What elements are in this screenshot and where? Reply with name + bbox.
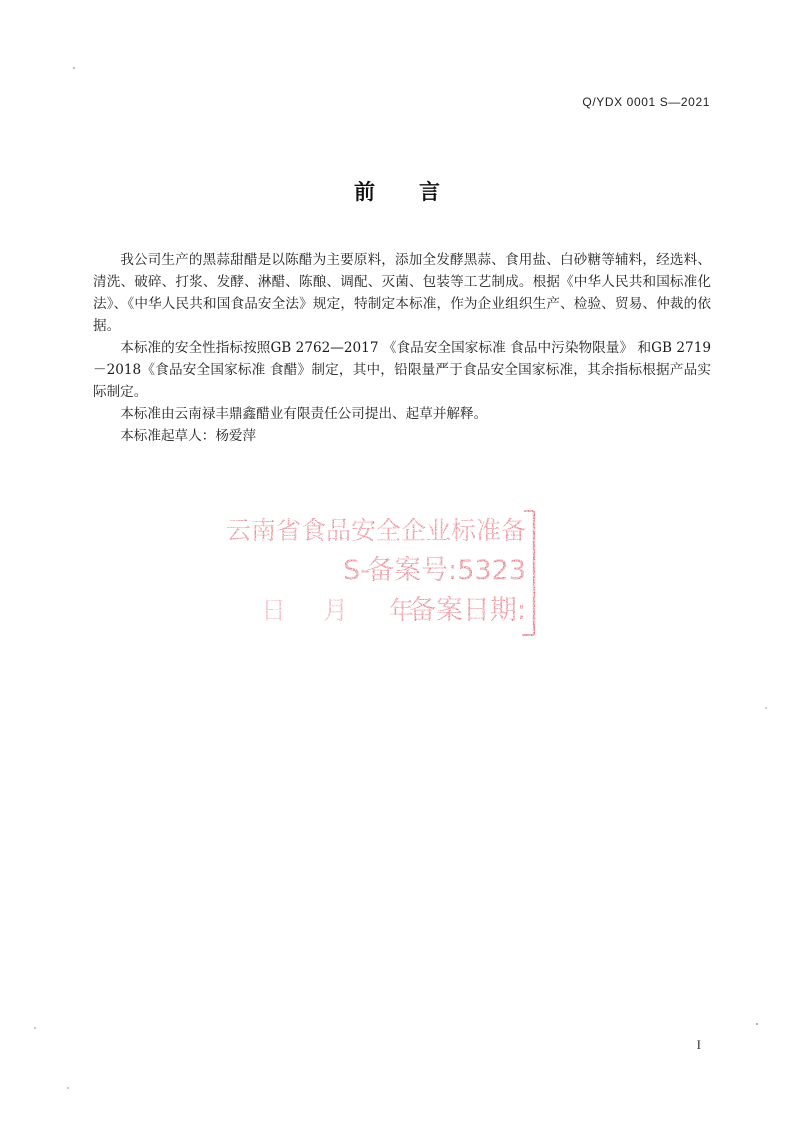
stamp-line-1: 云南省食品安全企业标准备 [225,516,526,545]
scan-speck [67,1087,69,1089]
page-number: I [696,1037,701,1052]
heading-char-1: 前 [354,180,375,204]
paragraph-proposer: 本标准由云南禄丰鼎鑫醋业有限责任公司提出、起草并解释。 [120,406,488,422]
heading-char-2: 言 [419,180,440,204]
scan-speck [73,67,75,69]
standard-code: Q/YDX 0001 S—2021 [582,95,710,109]
scan-speck [756,1023,758,1025]
scan-speck [34,1027,36,1029]
foreword-heading [0,176,794,206]
scan-speck [765,707,767,709]
paragraph-drafter: 本标准起草人：杨爱萍 [120,428,257,444]
stamp-line-2-label: 备案号:5323 [367,555,526,586]
foreword-body [93,249,711,447]
registration-stamp [225,505,538,641]
paragraph-basis: 我公司生产的黑蒜甜醋是以陈醋为主要原料，添加全发酵黑蒜、食用盐、白砂糖等辅料，经选料、清洗、破碎、打浆、发酵、淋醋、陈酿、调配、灭菌、包装等工艺制成。根据《中华人民共和国标准化法》、《中华人民共和国食品安全法》规定，特制定本标准，作为企业组织生产、检验、贸易、仲裁的依据。 [93,252,711,334]
stamp-graphic [225,505,538,641]
paragraph-safety-indicators: 本标准的安全性指标按照GB 2762—2017 《食品安全国家标准 食品中污染物限量》 和GB 2719－2018《食品安全国家标准 食醋》制定，其中，铅限量严于食品安全国家标准，其余指标根据产品实际制定。 [93,340,711,400]
stamp-line-2-suffix: S- [343,555,370,586]
stamp-day: 日 [260,596,286,625]
stamp-year: 年 [388,596,414,625]
stamp-month: 月 [322,596,348,625]
stamp-line-3-label: 备案日期: [408,595,526,626]
